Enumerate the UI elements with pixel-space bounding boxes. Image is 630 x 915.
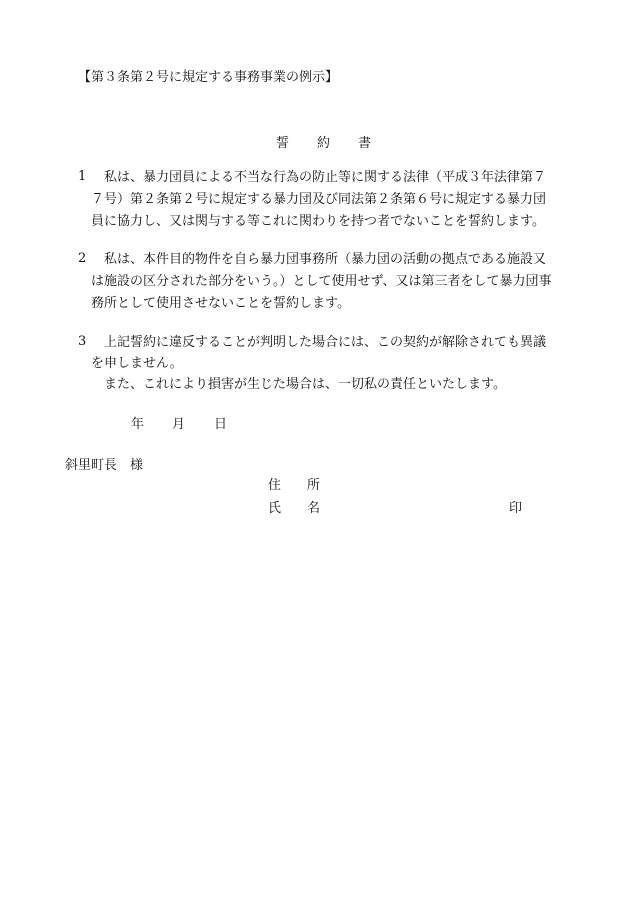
item-number: 2 (78, 251, 87, 266)
name-label-char-1: 氏 (268, 501, 282, 516)
item-line: 務所として使用させないことを誓約します。 (91, 296, 350, 311)
title-char-3: 書 (358, 136, 372, 151)
item-line: ７号）第２条第２号に規定する暴力団及び同法第２条第６号に規定する暴力団 (91, 192, 547, 207)
addressee: 斜里町長 様 (65, 458, 144, 473)
item-line: 私は、本件目的物件を自ら暴力団事務所（暴力団の活動の拠点である施設又 (104, 252, 547, 267)
name-label-char-2: 名 (307, 501, 321, 516)
item-number: 1 (78, 169, 87, 184)
address-label-char-2: 所 (307, 478, 321, 493)
date-day: 日 (214, 417, 228, 432)
item-line: 私は、暴力団員による不当な行為の防止等に関する法律（平成３年法律第７ (104, 170, 547, 185)
item-line: 上記誓約に違反することが判明した場合には、この契約が解除されても異議 (104, 335, 547, 350)
item-line: また、これにより損害が生じた場合は、一切私の責任といたします。 (104, 377, 506, 392)
seal-mark: 印 (509, 501, 523, 516)
title-char-2: 約 (317, 136, 331, 151)
item-line: 員に協力し、又は関与する等これに関わりを持つ者でないことを誓約します。 (91, 214, 545, 229)
item-number: 3 (78, 334, 87, 349)
address-label-char-1: 住 (268, 478, 282, 493)
title-char-1: 誓 (276, 136, 290, 151)
document-header: 【第３条第２号に規定する事務事業の例示】 (78, 70, 339, 85)
date-month: 月 (172, 417, 186, 432)
item-line: を申しません。 (91, 356, 183, 371)
date-year: 年 (131, 417, 145, 432)
item-line: は施設の区分された部分をいう。）として使用せず、又は第三者をして暴力団事 (91, 274, 552, 289)
